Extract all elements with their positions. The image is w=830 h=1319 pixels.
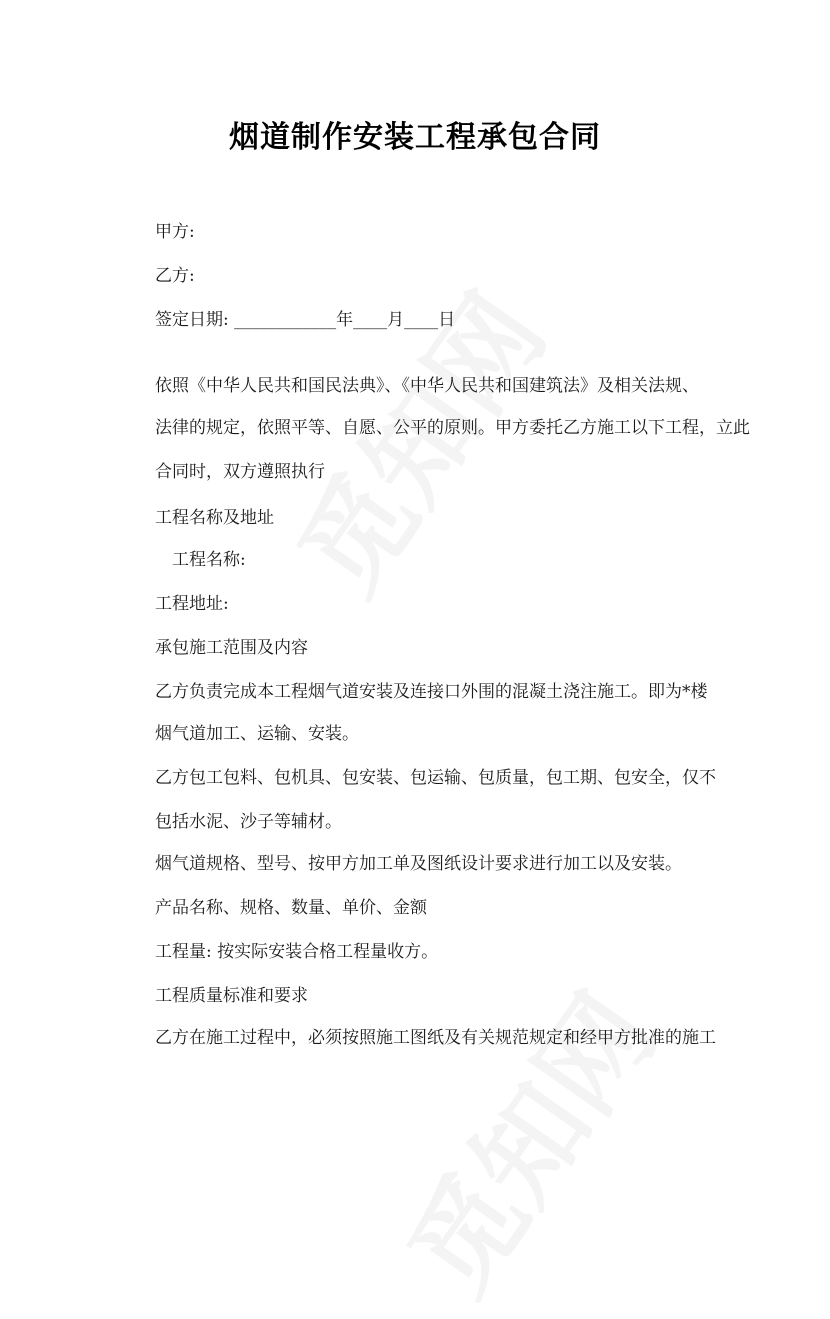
section-heading-name-address: 工程名称及地址 [155, 508, 274, 528]
party-a-label: 甲方: [155, 222, 195, 242]
document-title: 烟道制作安装工程承包合同 [229, 120, 601, 155]
intro-line-2: 法律的规定，依照平等、自愿、公平的原则。甲方委托乙方施工以下工程，立此 [155, 418, 750, 438]
sign-date-line: 签定日期: ____________年____月____日 [155, 310, 456, 330]
intro-line-3: 合同时，双方遵照执行 [155, 462, 325, 482]
product-line: 产品名称、规格、数量、单价、金额 [155, 898, 427, 918]
quantity-line: 工程量: 按实际安装合格工程量收方。 [155, 942, 439, 962]
project-address-label: 工程地址: [155, 594, 229, 614]
watermark [366, 959, 685, 1319]
section-heading-scope: 承包施工范围及内容 [155, 638, 308, 658]
contract-line-1: 乙方包工包料、包机具、包安装、包运输、包质量，包工期、包安全，仅不 [155, 768, 716, 788]
section-heading-quality: 工程质量标准和要求 [155, 986, 308, 1006]
quality-line-1: 乙方在施工过程中，必须按照施工图纸及有关规范规定和经甲方批准的施工 [155, 1028, 716, 1048]
party-b-label: 乙方: [155, 266, 195, 286]
contract-line-2: 包括水泥、沙子等辅材。 [155, 812, 342, 832]
scope-line-2: 烟气道加工、运输、安装。 [155, 724, 359, 744]
spec-line: 烟气道规格、型号、按甲方加工单及图纸设计要求进行加工以及安装。 [155, 854, 682, 874]
intro-line-1: 依照《中华人民共和国民法典》、《中华人民共和国建筑法》及相关法规、 [155, 376, 699, 396]
scope-line-1: 乙方负责完成本工程烟气道安装及连接口外围的混凝土浇注施工。即为*楼 [155, 682, 708, 702]
project-name-label: 工程名称: [172, 550, 246, 570]
